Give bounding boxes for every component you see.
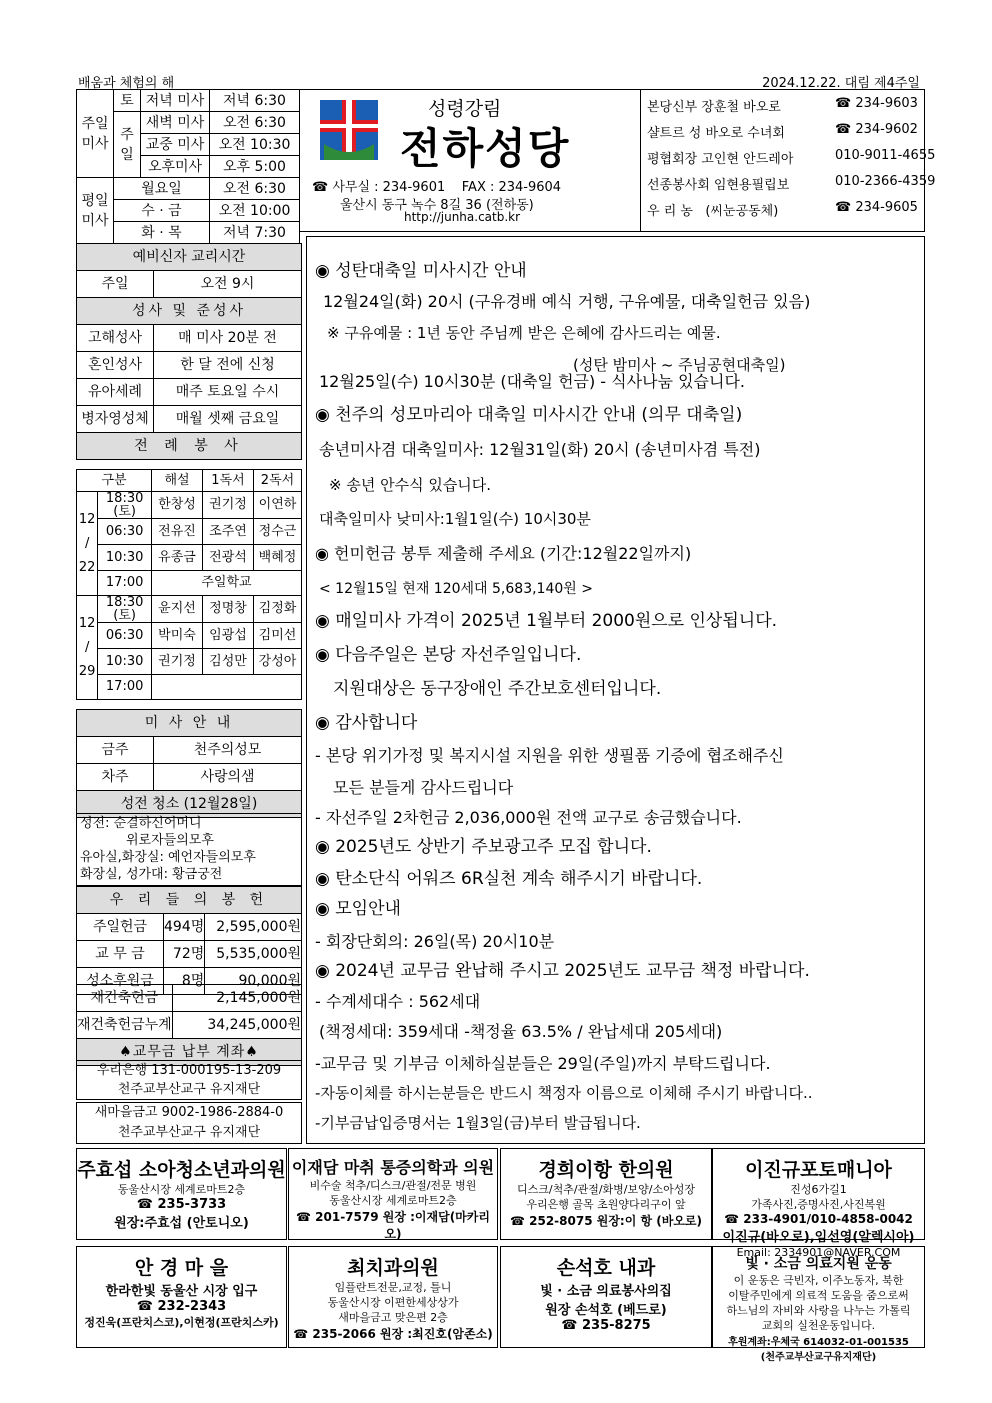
contact-name: 샬트르 성 바오로 수녀회 [647,126,785,141]
account-number: 우리은행 131-000195-13-209 [96,1063,282,1078]
weekday-mass-label: 평일 미사 [77,178,114,244]
announcement-line: (책정세대: 359세대 -책정율 63.5% / 완납세대 205세대) [319,1022,723,1041]
building-name: 재건축헌금누계 [77,1012,173,1039]
catechism-label: 주일 [77,271,154,298]
announcement-line: 대축일미사 낮미사:1월1일(수) 10시30분 [319,510,591,528]
liturgy-time: 10:30 [98,649,152,675]
ad-l1: 진성6가길1 [790,1183,847,1196]
ad-title: 이재담 마취 통증의학과 의원 [291,1158,495,1177]
massinfo-title: 미 사 안 내 [77,710,302,737]
church-emblem-icon [318,98,380,164]
contact-phone: 010-9011-4655 [835,148,936,163]
liturgy-time: 17:00 [98,571,152,596]
logo-area [300,89,640,232]
announcement-line: < 12월15일 현재 120세대 5,683,140원 > [319,581,593,597]
ad-phone: ☎ 201-7579 원장 :이재담(마카리오) [296,1210,490,1241]
cleaning-box [76,813,302,886]
header-left: 배움과 체험의 해 [78,76,175,91]
contact-phone: ☎ 234-9605 [835,200,918,215]
announcement-line: -교무금 및 기부금 이체하실분들은 29일(주일)까지 부탁드립니다. [315,1054,771,1073]
offering-name: 교 무 금 [77,941,164,968]
ad-l1: 디스크/척추/관절/화병/보양/소아성장 [517,1183,695,1196]
ad-phone: 후원계좌:우체국 614032-01-001535 [728,1337,909,1348]
liturgy-time: 06:30 [98,519,152,545]
cleaning-line: 위로자들의모후 [126,833,214,848]
ad-title: 이진규포토매니아 [745,1159,892,1181]
liturgy-head: 2독서 [254,470,302,492]
liturgy-date-part: / [84,535,90,551]
liturgy-server: 권기정 [203,492,254,519]
sacrament-name: 혼인성사 [77,352,154,379]
ad-l2: 원장 손석호 (베드로) [545,1303,667,1318]
account-holder: 천주교부산교구 유지재단 [117,1125,261,1140]
offering-amount: 2,595,000원 [205,914,302,941]
office-phone: ☎ 사무실 : 234-9601 FAX : 234-9604 [312,180,562,195]
mass-time: 오후 5:00 [210,156,300,178]
announcement-line: 모든 분들게 감사드립니다 [333,778,514,797]
contact-name: 선종봉사회 임현용필립보 [647,178,790,193]
ad-phone: ☎ 235-3733 [136,1197,227,1212]
il-char: 일 [120,146,134,163]
building-name: 재건축헌금 [77,985,173,1012]
contact-row [647,200,919,219]
cleaning-line: 성전: 순결하신어머니 [80,816,202,831]
sacrament-name: 고해성사 [77,325,154,352]
contact-row [647,174,936,193]
ad-title: 빛 · 소금 의료지원 운동 [745,1256,892,1272]
sacrament-name: 유아세례 [77,379,154,406]
liturgy-title: 전 례 봉 사 [77,433,302,460]
cleaning-title: 성전 청소 (12월28일) [77,791,302,818]
ad-l1: 비수술 척추/디스크/관절/전문 병원 [309,1179,477,1192]
liturgy-server: 박미숙 [152,623,203,649]
sacrament-rule: 한 달 전에 신청 [154,352,302,379]
liturgy-date [77,596,98,700]
weekday-name: 수 · 금 [114,200,210,222]
ad-l2: 동울산시장 이편한세상상가 [327,1296,459,1309]
ad-l1: 이 운동은 극빈자, 이주노동자, 북한 [733,1274,904,1287]
ad-title: 안 경 마 을 [134,1257,229,1279]
mass-name: 저녁 미사 [141,90,210,112]
mass-name: 새벽 미사 [141,112,210,134]
announcement-line: - 자선주일 2차헌금 2,036,000원 전액 교구로 송금했습니다. [315,808,742,827]
catechism-title: 예비신자 교리시간 [77,244,302,271]
ad-box [712,1246,925,1363]
ad-title: 경희이항 한의원 [538,1159,674,1181]
announcement-line: ◉ 감사합니다 [315,713,418,733]
liturgy-head: 1독서 [203,470,254,492]
offering-amount: 5,535,000원 [205,941,302,968]
announcement-line: - 본당 위기가정 및 복지시설 지원을 위한 생필품 기증에 협조해주신 [315,746,784,765]
ad-box [500,1148,712,1240]
announcements-box [306,236,925,1144]
announcement-line: - 수계세대수 : 562세대 [315,992,481,1011]
account-box-2 [76,1102,302,1144]
ju-char: 주 [120,126,134,143]
announcement-line: ◉ 탄소단식 어워즈 6R실천 계속 해주시기 바랍니다. [315,869,703,889]
ad-box [76,1148,287,1240]
contact-name: 평협회장 고인현 안드레아 [647,152,794,167]
liturgy-server: 주일학교 [152,571,302,596]
sacrament-name: 병자영성체 [77,406,154,433]
announcement-line: ◉ 2024년 교무금 완납해 주시고 2025년도 교무금 책정 바랍니다. [315,961,810,981]
offering-name: 성소후원금 [77,968,164,995]
announcement-line: 지원대상은 동구장애인 주간보호센터입니다. [333,679,662,699]
ad-l3: 하느님의 자비와 사랑을 나누는 가톨릭 [726,1304,911,1317]
ad-owner: (천주교부산교구유지재단) [760,1352,877,1363]
office-url: http://junha.catb.kr [404,210,521,224]
offering-title: 우 리 들 의 봉 헌 [77,887,302,914]
liturgy-server: 이연하 [254,492,302,519]
contact-name: 우 리 농 (씨눈공동체) [647,204,779,219]
liturgy-server: 김미선 [254,623,302,649]
account-number: 새마을금고 9002-1986-2884-0 [94,1105,284,1120]
left-info-table [76,243,302,460]
ad-l2: 동울산시장 세계로마트2층 [329,1194,457,1207]
weekday-time: 저녁 7:30 [210,222,300,244]
ad-phone: ☎ 233-4901/010-4858-0042 [724,1212,913,1226]
ad-owner: 원장:주효섭 (안토니오) [114,1216,249,1231]
liturgy-server: 임광섭 [203,623,254,649]
contact-row [647,122,919,141]
ad-title: 주효섭 소아청소년과의원 [77,1159,286,1181]
announcement-line: ◉ 헌미헌금 봉투 제출해 주세요 (기간:12월22일까지) [315,544,692,563]
liturgy-server: 정명창 [203,596,254,623]
ad-phone: ☎ 235-2066 원장 :최진호(암존소) [293,1327,493,1341]
ad-box [500,1246,712,1348]
liturgy-date-part: 29 [78,663,96,679]
ad-l2: 우리은행 골목 초원양다리구이 앞 [526,1198,686,1211]
liturgy-server [152,675,302,700]
liturgy-table [76,469,302,700]
liturgy-time: 17:00 [98,675,152,700]
liturgy-head: 해설 [152,470,203,492]
mass-schedule-table [76,89,300,244]
liturgy-server: 전유진 [152,519,203,545]
announcement-line: 송년미사겸 대축일미사: 12월31일(화) 20시 (송년미사겸 특전) [319,440,761,459]
liturgy-date-part: 22 [78,559,96,575]
offering-table [76,886,302,995]
liturgy-server: 김정화 [254,596,302,623]
weekday-name: 화 · 목 [114,222,210,244]
cleaning-line: 유아실,화장실: 예언자들의모후 [80,850,256,865]
liturgy-time: 18:30 (토) [98,492,152,519]
announcement-line: ◉ 천주의 성모마리아 대축일 미사시간 안내 (의무 대축일) [315,405,743,425]
liturgy-server: 한창성 [152,492,203,519]
building-fund-table [76,984,302,1066]
liturgy-time: 18:30 (토) [98,596,152,623]
left-info-table-2 [76,709,302,818]
catechism-time: 오전 9시 [154,271,302,298]
logo-title: 전하성당 [400,124,571,173]
announcement-line: ◉ 매일미사 가격이 2025년 1월부터 2000원으로 인상됩니다. [315,611,778,631]
mass-name: 교중 미사 [141,134,210,156]
sacrament-rule: 매주 토요일 수시 [154,379,302,406]
account-title: ♠교무금 납부 계좌♠ [77,1039,302,1066]
offering-count: 8명 [164,968,205,995]
offering-count: 72명 [164,941,205,968]
contact-row [647,96,919,115]
liturgy-server: 유종금 [152,545,203,571]
liturgy-server: 백혜정 [254,545,302,571]
contact-phone: ☎ 234-9603 [835,96,918,111]
ad-email: Email: 2334901@NAVER.COM [736,1246,901,1259]
ad-owner: 이진규(바오로),임선영(알렉시아) [722,1230,915,1245]
ad-l2: 가족사진,증명사진,사진복원 [751,1198,886,1211]
building-amount: 34,245,000원 [172,1012,301,1039]
liturgy-time: 06:30 [98,623,152,649]
announcement-line: ※ 구유예물 : 1년 동안 주님께 받은 은혜에 감사드리는 예물. [327,324,721,342]
ad-l2: 이탈주민에게 의료적 도움을 줌으로써 [728,1289,909,1302]
announcement-line: 12월24일(화) 20시 (구유경배 예식 거행, 구유예물, 대축일헌금 있음) [323,292,811,311]
offering-name: 주일헌금 [77,914,164,941]
liturgy-server: 전광석 [203,545,254,571]
massinfo-label: 금주 [77,737,154,764]
ad-l1: 한라한빛 동울산 시장 입구 [105,1284,258,1299]
announcement-line: ◉ 성탄대축일 미사시간 안내 [315,261,527,281]
offering-count: 494명 [164,914,205,941]
weekday-time: 오전 10:00 [210,200,300,222]
liturgy-server: 조주연 [203,519,254,545]
ad-l4: 교회의 실천운동입니다. [761,1319,876,1332]
sat-cell: 토 [114,90,141,112]
building-amount: 2,145,000원 [172,985,301,1012]
massinfo-value: 천주의성모 [154,737,302,764]
mass-time: 오전 6:30 [210,112,300,134]
liturgy-server: 정수근 [254,519,302,545]
contact-name: 본당신부 장훈철 바오로 [647,100,781,115]
announcement-line: ※ 송년 안수식 있습니다. [329,476,492,494]
contact-phone: 010-2366-4359 [835,174,936,189]
ad-box [288,1148,498,1240]
weekday-name: 월요일 [114,178,210,200]
sacrament-rule: 매월 셋째 금요일 [154,406,302,433]
contacts-box [640,89,936,232]
logo-subtitle: 성령강림 [428,98,502,120]
ad-owner: 정진욱(프란치스코),이현정(프란치스카) [84,1316,279,1329]
ad-box [76,1246,287,1348]
account-box-1 [76,1060,302,1100]
massinfo-label: 차주 [77,764,154,791]
ad-phone: ☎ 232-2343 [136,1299,227,1314]
contact-row [647,148,936,167]
mass-time: 오전 10:30 [210,134,300,156]
office-address: 울산시 동구 녹수 8길 36 (전하동) [340,198,534,213]
announcement-line: ◉ 다음주일은 본당 자선주일입니다. [315,645,582,665]
ad-l1: 빛 · 소금 의료봉사의집 [540,1284,672,1299]
ad-box [288,1246,498,1348]
cleaning-line: 화장실, 성가대: 황금궁전 [80,867,223,882]
liturgy-date-part: 12 [78,511,96,527]
liturgy-server: 윤지선 [152,596,203,623]
announcement-line: 12월25일(수) 10시30분 (대축일 헌금) - 식사나눔 있습니다. [319,372,745,391]
announcement-line: ◉ 모임안내 [315,899,401,919]
sunday-mass-label: 주일 미사 [77,90,114,178]
announcement-line: - 회장단회의: 26일(목) 20시10분 [315,932,555,951]
ad-title: 최치과의원 [347,1257,439,1279]
announcement-line: -기부금납입증명서는 1월3일(금)부터 발급됩니다. [315,1114,641,1132]
ad-phone: ☎ 252-8075 원장:이 항 (바오로) [510,1214,702,1228]
ad-l3: 새마을금고 맞은편 2층 [338,1311,448,1324]
weekday-time: 오전 6:30 [210,178,300,200]
liturgy-date-part: / [84,639,90,655]
offering-amount: 90,000원 [205,968,302,995]
ad-title: 손석호 내과 [556,1257,656,1279]
header-right: 2024.12.22. 대림 제4주일 [762,76,920,91]
sacrament-rule: 매 미사 20분 전 [154,325,302,352]
liturgy-date [77,492,98,596]
announcement-line: ◉ 2025년도 상반기 주보광고주 모집 합니다. [315,837,652,857]
liturgy-time: 10:30 [98,545,152,571]
massinfo-value: 사랑의샘 [154,764,302,791]
ad-l1: 동울산시장 세계로마트2층 [117,1183,246,1196]
ad-l1: 임플란트전문,교정, 틀니 [334,1281,452,1294]
liturgy-date-part: 12 [78,615,96,631]
liturgy-server: 강성아 [254,649,302,675]
contact-phone: ☎ 234-9602 [835,122,918,137]
liturgy-server: 김성만 [203,649,254,675]
account-holder: 천주교부산교구 유지재단 [117,1082,261,1097]
liturgy-server: 권기정 [152,649,203,675]
ad-phone: ☎ 235-8275 [561,1318,651,1333]
sacrament-title: 성사 및 준성사 [77,298,302,325]
mass-time: 저녁 6:30 [210,90,300,112]
announcement-line: (성탄 밤미사 ~ 주님공현대축일) [573,356,786,374]
announcement-line: -자동이체를 하시는분들은 반드시 책정자 이름으로 이체해 주시기 바랍니다.. [315,1084,813,1102]
mass-name: 오후미사 [141,156,210,178]
ad-box [712,1148,925,1259]
liturgy-head: 구분 [77,470,152,492]
